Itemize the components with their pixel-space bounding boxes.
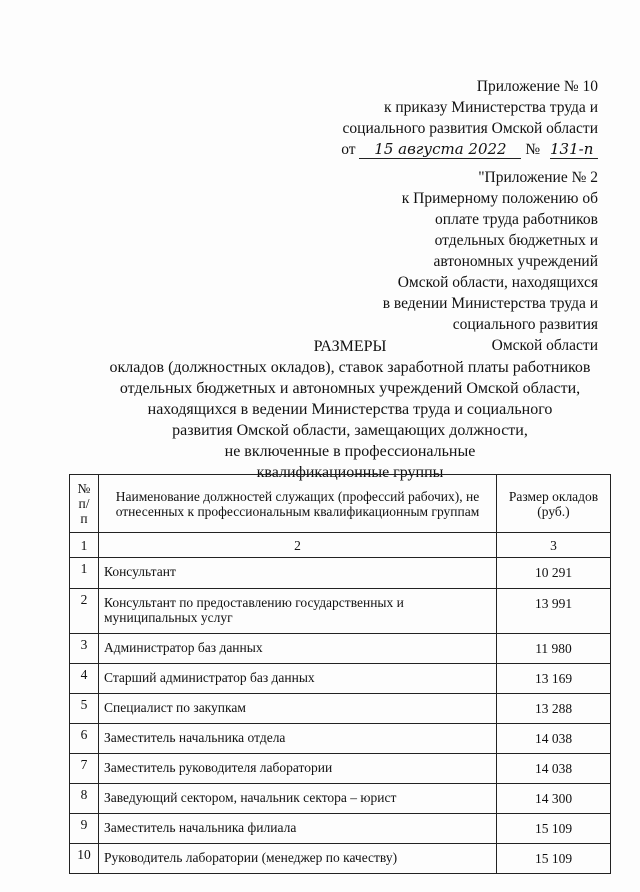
row-num: 4 xyxy=(70,664,99,694)
header-position-name: Наименование должностей служащих (профессий рабочих), не отнесенных к профессиональным квалификационным группам xyxy=(99,475,497,533)
row-salary: 10 291 xyxy=(497,558,611,589)
annex-title: Приложение № 10 xyxy=(476,78,598,95)
table-row xyxy=(70,784,611,814)
column-index: 1 xyxy=(70,533,99,558)
annex2-line: Омской области xyxy=(491,337,598,354)
row-position: Старший администратор баз данных xyxy=(99,664,497,694)
title-line: находящихся в ведении Министерства труда и социального xyxy=(147,401,553,418)
row-num: 7 xyxy=(70,754,99,784)
annex2-line: оплате труда работников xyxy=(435,211,598,228)
annex2-line: Омской области, находящихся xyxy=(397,274,598,291)
row-num: 1 xyxy=(70,558,99,589)
title-heading: РАЗМЕРЫ xyxy=(313,338,387,355)
column-index: 2 xyxy=(99,533,497,558)
row-salary: 14 038 xyxy=(497,724,611,754)
table-row xyxy=(70,589,611,634)
row-num: 10 xyxy=(70,844,99,874)
row-num: 5 xyxy=(70,694,99,724)
annex2-line: к Примерному положению об xyxy=(401,190,598,207)
table-row xyxy=(70,724,611,754)
annex2-line: "Приложение № 2 xyxy=(478,169,598,186)
row-position: Администратор баз данных xyxy=(99,634,497,664)
row-position: Заведующий сектором, начальник сектора – юрист xyxy=(99,784,497,814)
table-row xyxy=(70,664,611,694)
row-num: 9 xyxy=(70,814,99,844)
title-line: квалификационные группы xyxy=(256,464,444,481)
annex-ministry: социального развития Омской области xyxy=(342,120,598,137)
table-row xyxy=(70,634,611,664)
annex2-line: отдельных бюджетных и xyxy=(434,232,598,249)
row-num: 8 xyxy=(70,784,99,814)
title-line: отдельных бюджетных и автономных учреждений Омской области, xyxy=(119,380,581,397)
row-salary: 13 288 xyxy=(497,694,611,724)
row-salary: 15 109 xyxy=(497,814,611,844)
annex-order-ref: к приказу Министерства труда и xyxy=(383,99,598,116)
order-line xyxy=(341,139,598,160)
row-position: Заместитель руководителя лаборатории xyxy=(99,754,497,784)
title-line: развития Омской области, замещающих должности, xyxy=(172,422,528,439)
row-position: Заместитель начальника филиала xyxy=(99,814,497,844)
row-position: Заместитель начальника отдела xyxy=(99,724,497,754)
title-line: не включенные в профессиональные xyxy=(224,443,476,460)
row-num: 2 xyxy=(70,589,99,634)
annex2-line: автономных учреждений xyxy=(433,253,598,270)
row-salary: 14 038 xyxy=(497,754,611,784)
table-row xyxy=(70,814,611,844)
row-salary: 15 109 xyxy=(497,844,611,874)
row-salary: 13 169 xyxy=(497,664,611,694)
row-salary: 11 980 xyxy=(497,634,611,664)
table-row xyxy=(70,694,611,724)
table-row xyxy=(70,844,611,874)
document-title xyxy=(60,336,640,483)
row-position: Специалист по закупкам xyxy=(99,694,497,724)
row-num: 6 xyxy=(70,724,99,754)
annex2-line: в ведении Министерства труда и xyxy=(382,295,598,312)
row-num: 3 xyxy=(70,634,99,664)
order-date-handwritten: 15 августа 2022 xyxy=(359,141,521,159)
salary-table xyxy=(69,474,610,874)
order-number-handwritten: 131-п xyxy=(550,141,598,159)
row-salary: 14 300 xyxy=(497,784,611,814)
table-row xyxy=(70,558,611,589)
annex-10-header xyxy=(341,76,598,160)
column-index-row xyxy=(70,533,611,558)
header-salary: Размер окладов (руб.) xyxy=(497,475,611,533)
annex2-line: социального развития xyxy=(452,316,598,333)
table-row xyxy=(70,754,611,784)
row-position: Консультант по предоставлению государственных и муниципальных услуг xyxy=(99,589,497,634)
header-num: № п/п xyxy=(70,475,99,533)
row-position: Консультант xyxy=(99,558,497,589)
table-header-row xyxy=(70,475,611,533)
column-index: 3 xyxy=(497,533,611,558)
row-salary: 13 991 xyxy=(497,589,611,634)
title-line: окладов (должностных окладов), ставок заработной платы работников xyxy=(109,359,591,376)
row-position: Руководитель лаборатории (менеджер по качеству) xyxy=(99,844,497,874)
annex-2-header xyxy=(383,167,598,356)
order-prefix: от xyxy=(341,141,356,158)
order-number-label: № xyxy=(525,141,541,158)
